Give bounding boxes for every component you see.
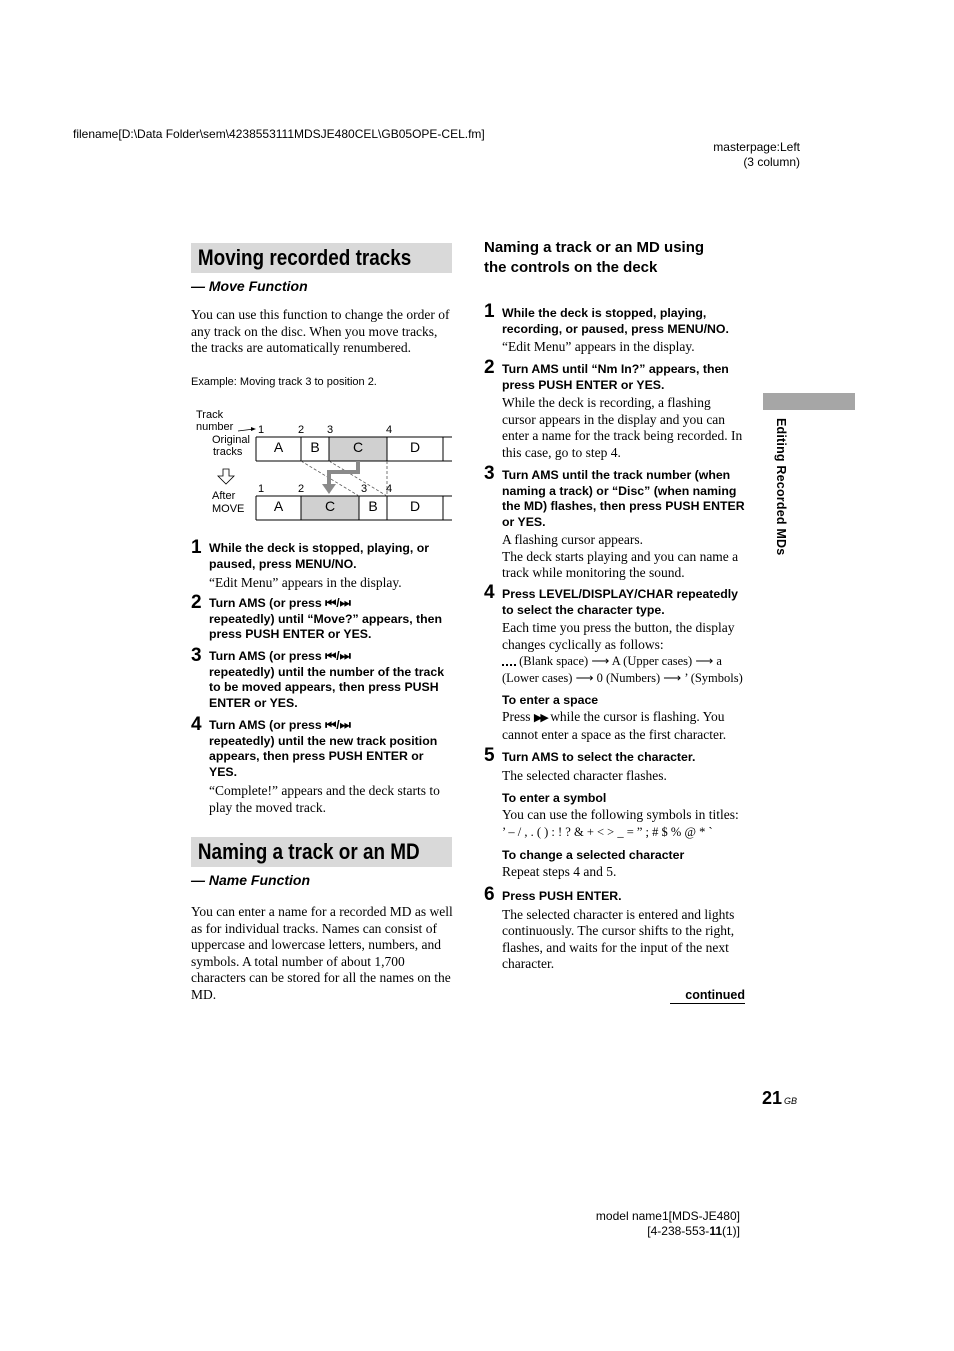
space-text-post: while the cursor is flashing. You cannot enter a space as the first character. bbox=[502, 709, 727, 742]
step-text-pre: Turn AMS (or press bbox=[209, 596, 322, 610]
step-1-content bbox=[502, 306, 747, 356]
step-number: 6 bbox=[484, 884, 495, 905]
fast-forward-icon: ▶▶ bbox=[533, 712, 547, 724]
move-path bbox=[329, 461, 358, 486]
model-line-1: model name1[MDS-JE480] bbox=[595, 1209, 740, 1223]
cycle-upper: A (Upper cases) bbox=[611, 654, 693, 668]
step-instruction: While the deck is stopped, playing, recording, or paused, press MENU/NO. bbox=[502, 306, 729, 336]
bottom-cell-d: D bbox=[409, 498, 421, 514]
prev-next-icon: ⏮/⏭ bbox=[325, 596, 351, 610]
blank-space-icon bbox=[502, 658, 516, 666]
original-tracks-label bbox=[212, 434, 250, 458]
step-number: 3 bbox=[191, 645, 202, 666]
change-char-body: Repeat steps 4 and 5. bbox=[502, 864, 617, 879]
top-num-4: 4 bbox=[386, 424, 393, 436]
top-cell-c: C bbox=[352, 439, 364, 455]
track-number-pointer-head bbox=[251, 427, 256, 431]
track-label-line-2: number bbox=[196, 421, 234, 433]
step-6-content bbox=[502, 889, 747, 973]
down-arrow-icon bbox=[218, 469, 234, 484]
step-instruction: Turn AMS to select the character. bbox=[502, 750, 696, 764]
step-number: 2 bbox=[484, 357, 495, 378]
name-subtitle: — Name Function bbox=[191, 872, 311, 888]
step-number: 1 bbox=[191, 537, 202, 558]
page-number bbox=[762, 1088, 797, 1109]
top-cell-d: D bbox=[409, 439, 421, 455]
masterpage-line-2: (3 column) bbox=[743, 155, 800, 169]
step-instruction: Turn AMS until “Nm In?” appears, then press PUSH ENTER or YES. bbox=[502, 362, 729, 392]
name-title: Naming a track or an MD bbox=[197, 839, 420, 864]
bottom-cell-b: B bbox=[368, 498, 378, 514]
step-instruction: Turn AMS until the track number (when naming a track) or “Disc” (when naming the MD) flashes, then press PUSH ENTER or YES. bbox=[502, 468, 745, 529]
change-char-heading: To change a selected character bbox=[502, 848, 685, 862]
model-line-2 bbox=[560, 1224, 740, 1239]
step-3-instruction bbox=[209, 649, 454, 711]
bottom-num-2: 2 bbox=[298, 483, 305, 495]
cycle-symbols: ’ (Symbols) bbox=[684, 670, 743, 685]
original-line-1: Original bbox=[212, 434, 250, 446]
step-result-1: A flashing cursor appears. bbox=[502, 532, 643, 547]
symbol-list: ’ – / , . ( ) : ! ? & + < > _ = ” ; # $ % @ * ` bbox=[502, 824, 713, 839]
masterpage-line-1: masterpage:Left bbox=[713, 140, 800, 154]
step-number: 5 bbox=[484, 745, 495, 766]
top-num-2: 2 bbox=[298, 424, 305, 436]
step-2-content bbox=[502, 362, 747, 461]
step-5-content bbox=[502, 750, 747, 784]
enter-space-body bbox=[502, 709, 750, 743]
track-label-line-1: Track bbox=[196, 409, 224, 421]
bottom-cell-a: A bbox=[273, 498, 284, 514]
move-intro: You can use this function to change the order of any track on the disc. When you move tracks, the tracks are automatically renumbered. bbox=[191, 307, 450, 355]
cycle-lower-a: a bbox=[716, 654, 722, 668]
top-cell-b: B bbox=[310, 439, 320, 455]
step-text-pre: Turn AMS (or press bbox=[209, 718, 322, 732]
step-text-post: repeatedly) until the new track position appears, then press PUSH ENTER or YES. bbox=[209, 733, 438, 779]
enter-space-section bbox=[502, 693, 750, 743]
model-code-pre: [4-238-553- bbox=[647, 1224, 710, 1238]
arrow-right-icon: ⟶ bbox=[575, 670, 594, 685]
after-line-1: After bbox=[212, 490, 236, 502]
prev-next-icon: ⏮/⏭ bbox=[325, 649, 351, 663]
cycle-numbers: 0 (Numbers) bbox=[596, 670, 661, 685]
move-subtitle: — Move Function bbox=[191, 278, 308, 294]
model-code-post: (1)] bbox=[722, 1224, 740, 1238]
step-number: 2 bbox=[191, 592, 202, 613]
move-path-arrowhead bbox=[322, 484, 336, 494]
section-tab-bar bbox=[763, 393, 855, 410]
move-example: Example: Moving track 3 to position 2. bbox=[191, 376, 377, 388]
step-number: 4 bbox=[191, 714, 202, 735]
cycle-lower: (Lower cases) bbox=[502, 670, 573, 685]
step-result: “Edit Menu” appears in the display. bbox=[209, 575, 402, 590]
step-2-instruction bbox=[209, 596, 454, 643]
prev-next-icon: ⏮/⏭ bbox=[325, 718, 351, 732]
step-result: “Complete!” appears and the deck starts to play the moved track. bbox=[209, 783, 440, 815]
step-4-content bbox=[502, 587, 750, 686]
after-line-2: MOVE bbox=[212, 503, 245, 515]
arrow-right-icon: ⟶ bbox=[663, 670, 682, 685]
enter-symbol-heading: To enter a symbol bbox=[502, 791, 607, 805]
enter-symbol-section bbox=[502, 791, 752, 840]
model-code-bold: 11 bbox=[709, 1224, 722, 1238]
step-4-instruction bbox=[209, 718, 454, 816]
filename-meta: filename[D:\Data Folder\sem\4238553111MDSJE480CEL\GB05OPE-CEL.fm] bbox=[73, 127, 485, 141]
move-diagram-graphics bbox=[0, 0, 954, 540]
page-number-suffix: GB bbox=[784, 1096, 798, 1106]
step-result-2: The deck starts playing and you can name a track while monitoring the sound. bbox=[502, 548, 739, 580]
step-result: “Edit Menu” appears in the display. bbox=[502, 339, 695, 354]
name-intro: You can enter a name for a recorded MD as well as for individual tracks. Names can consist of uppercase and lowercase letters, numbers, and symbols. A total number of about 1,700 characters can be stored for all the names on the MD. bbox=[191, 904, 453, 1002]
step-result: The selected character flashes. bbox=[502, 767, 667, 783]
model-meta bbox=[560, 1209, 740, 1239]
page-number-value: 21 bbox=[762, 1088, 783, 1108]
section-tab-label: Editing Recorded MDs bbox=[774, 418, 788, 556]
bottom-cell-c: C bbox=[324, 498, 336, 514]
top-num-3: 3 bbox=[327, 424, 334, 436]
bottom-num-4: 4 bbox=[386, 483, 393, 495]
enter-space-heading: To enter a space bbox=[502, 693, 599, 707]
step-instruction: While the deck is stopped, playing, or paused, press MENU/NO. bbox=[209, 541, 430, 571]
step-number: 4 bbox=[484, 582, 495, 603]
cycle-blank: (Blank space) bbox=[519, 654, 589, 668]
step-text-post: repeatedly) until “Move?” appears, then press PUSH ENTER or YES. bbox=[209, 611, 443, 641]
space-text-pre: Press bbox=[502, 709, 531, 724]
change-char-section bbox=[502, 848, 750, 881]
after-move-label bbox=[212, 490, 244, 516]
arrow-right-icon: ⟶ bbox=[695, 654, 714, 668]
step-text-pre: Turn AMS (or press bbox=[209, 649, 322, 663]
step-result: Each time you press the button, the display changes cyclically as follows: bbox=[502, 620, 735, 652]
step-text-post: repeatedly) until the number of the track to be moved appears, then press PUSH ENTER or YES. bbox=[209, 664, 445, 710]
top-cell-a: A bbox=[273, 439, 284, 455]
bottom-num-1: 1 bbox=[258, 483, 265, 495]
arrow-right-icon: ⟶ bbox=[591, 654, 610, 668]
bottom-num-3: 3 bbox=[361, 483, 368, 495]
step-1-content bbox=[209, 541, 454, 592]
continued-label: continued bbox=[670, 988, 745, 1004]
top-num-1: 1 bbox=[258, 424, 265, 436]
step-number: 1 bbox=[484, 301, 495, 322]
original-line-2: tracks bbox=[213, 446, 243, 458]
move-title: Moving recorded tracks bbox=[197, 245, 412, 270]
step-instruction: Press LEVEL/DISPLAY/CHAR repeatedly to select the character type. bbox=[502, 587, 739, 617]
controls-heading: Naming a track or an MD using the controls on the deck bbox=[484, 239, 705, 276]
char-cycle bbox=[502, 653, 750, 686]
step-result: The selected character is entered and lights continuously. The cursor shifts to the right, flashes, and waits for the input of the next character. bbox=[502, 906, 735, 971]
name-title-bar bbox=[191, 837, 452, 867]
step-number: 3 bbox=[484, 463, 495, 484]
step-instruction: Press PUSH ENTER. bbox=[502, 889, 622, 903]
enter-symbol-body: You can use the following symbols in titles: bbox=[502, 807, 739, 822]
step-result: While the deck is recording, a flashing cursor appears in the display and you can enter a name for the track being recorded. In this case, go to step 4. bbox=[502, 395, 743, 460]
step-3-content bbox=[502, 468, 747, 582]
